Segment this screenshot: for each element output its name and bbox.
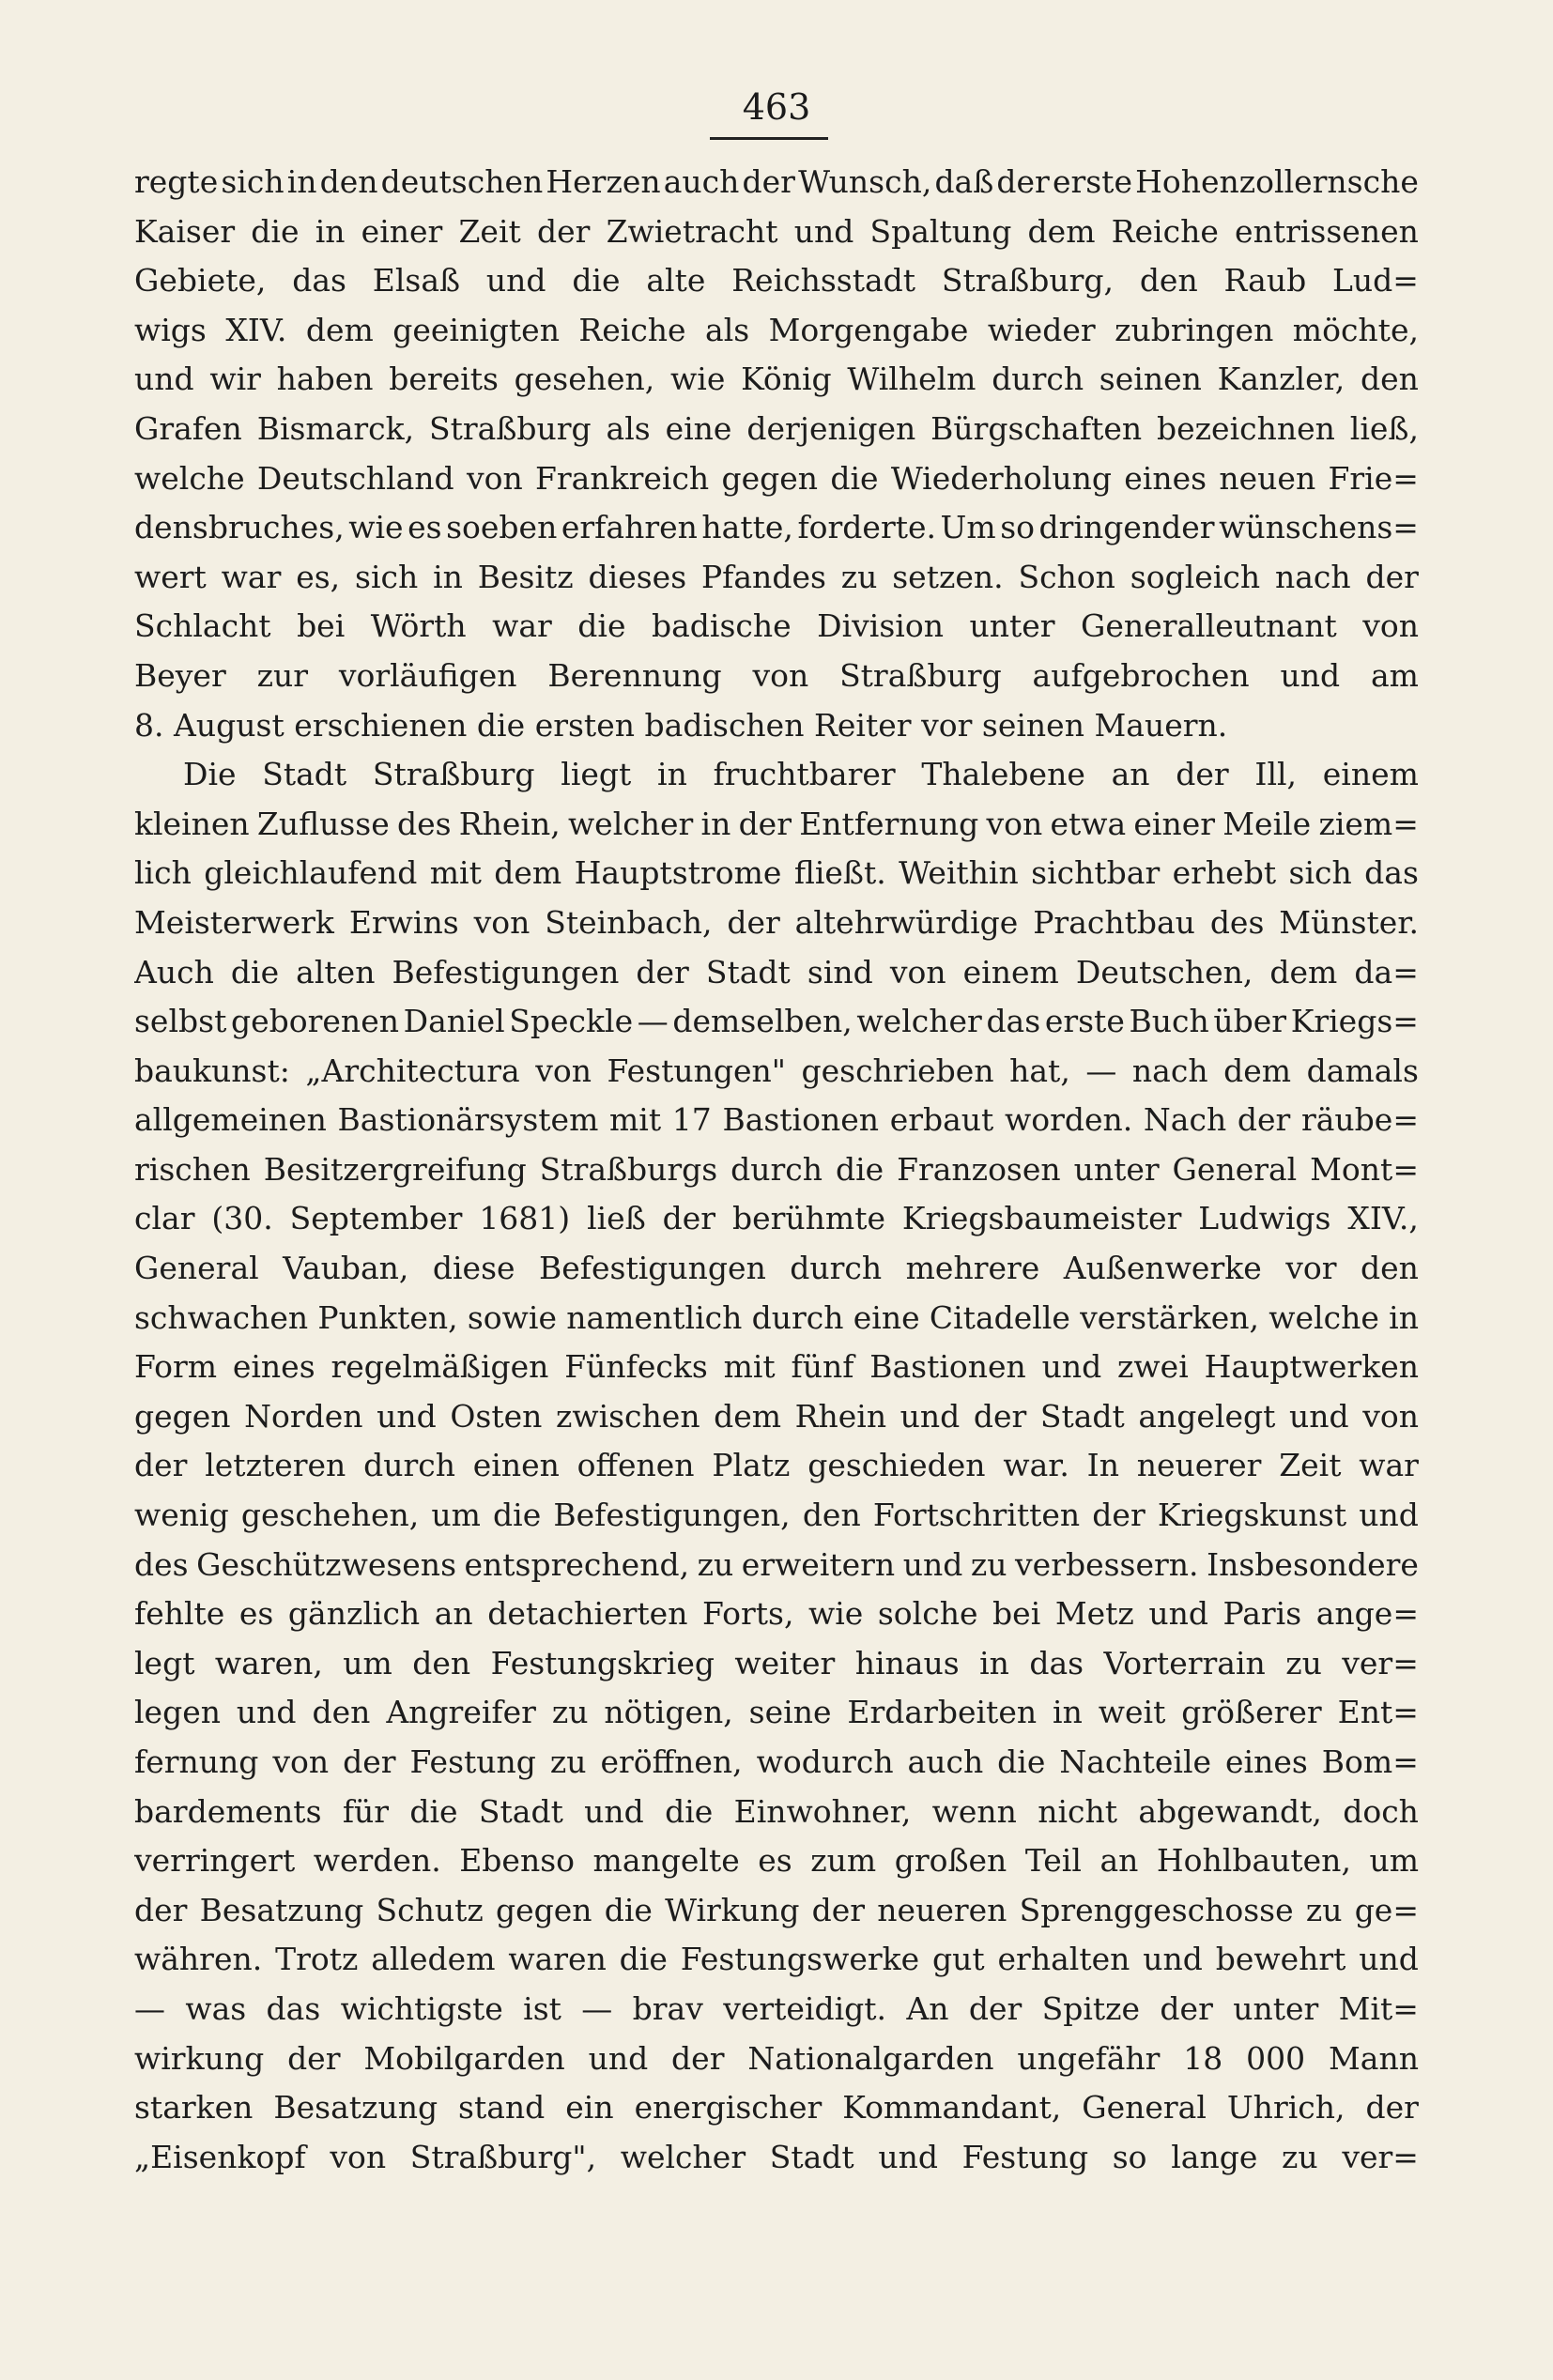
text-line: und wir haben bereits gesehen, wie König Wilhelm durch seinen Kanzler, den <box>134 361 1419 398</box>
text-line: legt waren, um den Festungskrieg weiter hinaus in das Vorterrain zu ver= <box>134 1644 1419 1681</box>
text-line: rischen Besitzergreifung Straßburgs durch die Franzosen unter General Mont= <box>134 1150 1419 1188</box>
text-line: regte sich in den deutschen Herzen auch der Wunsch, daß der erste Hohenzollernsche <box>134 163 1419 200</box>
text-line: wert war es, sich in Besitz dieses Pfandes zu setzen. Schon sogleich nach der <box>134 558 1419 595</box>
text-line: fehlte es gänzlich an detachierten Forts, wie solche bei Metz und Paris ange= <box>134 1595 1419 1633</box>
text-line: Form eines regelmäßigen Fünfecks mit fünf Bastionen und zwei Hauptwerken <box>134 1348 1419 1386</box>
text-line: allgemeinen Bastionärsystem mit 17 Bastionen erbaut worden. Nach der räube= <box>134 1101 1419 1139</box>
text-line: General Vauban, diese Befestigungen durch mehrere Außenwerke vor den <box>134 1250 1419 1287</box>
text-line: 8. August erschienen die ersten badischen Reiter vor seinen Mauern. <box>134 706 1228 744</box>
text-line: clar (30. September 1681) ließ der berühmte Kriegsbaumeister Ludwigs XIV., <box>134 1200 1419 1237</box>
text-line: Auch die alten Befestigungen der Stadt sind von einem Deutschen, dem da= <box>134 953 1419 990</box>
text-line: lich gleichlaufend mit dem Hauptstrome fließt. Weithin sichtbar erhebt sich das <box>134 854 1419 892</box>
text-line: der Besatzung Schutz gegen die Wirkung der neueren Sprenggeschosse zu ge= <box>134 1891 1419 1928</box>
text-line: währen. Trotz alledem waren die Festungswerke gut erhalten und bewehrt und <box>134 1941 1419 1978</box>
text-line: Kaiser die in einer Zeit der Zwietracht und Spaltung dem Reiche entrissenen <box>134 212 1419 250</box>
text-line: Grafen Bismarck, Straßburg als eine derjenigen Bürgschaften bezeichnen ließ, <box>134 409 1419 447</box>
body-text <box>134 158 1419 2182</box>
page-number: 463 <box>742 86 811 128</box>
text-line: bardements für die Stadt und die Einwohner, wenn nicht abgewandt, doch <box>134 1792 1419 1830</box>
text-line: Meisterwerk Erwins von Steinbach, der altehrwürdige Prachtbau des Münster. <box>134 903 1419 941</box>
page-number-rule <box>710 137 828 140</box>
text-line: legen und den Angreifer zu nötigen, seine Erdarbeiten in weit größerer Ent= <box>134 1694 1419 1731</box>
text-line: selbst geborenen Daniel Specklе — demselben, welcher das erste Buch über Kriegs= <box>134 1003 1419 1040</box>
text-line: Gebiete, das Elsaß und die alte Reichsstadt Straßburg, den Raub Lud= <box>134 262 1419 299</box>
text-line: Die Stadt Straßburg liegt in fruchtbarer Thalebene an der Ill, einem <box>183 756 1419 793</box>
text-line: schwachen Punkten, sowie namentlich durch eine Citadelle verstärken, welche in <box>134 1298 1419 1336</box>
text-line: wirkung der Mobilgarden und der Nationalgarden ungefähr 18 000 Mann <box>134 2039 1419 2077</box>
text-line: kleinen Zuflusse des Rhein, welcher in der Entfernung von etwa einer Meile ziem= <box>134 805 1419 842</box>
text-line: Schlacht bei Wörth war die badische Division unter Generalleutnant von <box>134 607 1419 645</box>
text-line: „Eisenkopf von Straßburg", welcher Stadt und Festung so lange zu ver= <box>134 2138 1419 2175</box>
text-line: der letzteren durch einen offenen Platz geschieden war. In neuerer Zeit war <box>134 1447 1419 1484</box>
text-line: — was das wichtigste ist — brav verteidigt. An der Spitze der unter Mit= <box>134 1989 1419 2027</box>
text-line: fernung von der Festung zu eröffnen, wodurch auch die Nachteile eines Bom= <box>134 1743 1419 1780</box>
text-line: wigs XIV. dem geeinigten Reiche als Morgengabe wieder zubringen möchte, <box>134 311 1419 348</box>
text-line: baukunst: „Architectura von Festungen" geschrieben hat, — nach dem damals <box>134 1052 1419 1089</box>
text-line: wenig geschehen, um die Befestigungen, den Fortschritten der Kriegskunst und <box>134 1497 1419 1534</box>
text-line: des Geschützwesens entsprechend, zu erweitern und zu verbessern. Insbesondere <box>134 1545 1419 1583</box>
text-line: verringert werden. Ebenso mangelte es zum großen Teil an Hohlbauten, um <box>134 1842 1419 1880</box>
text-line: starken Besatzung stand ein energischer Kommandant, General Uhrich, der <box>134 2089 1419 2127</box>
text-line: densbruches, wie es soeben erfahren hatte, forderte. Um so dringender wünschens= <box>134 509 1419 546</box>
text-line: gegen Norden und Osten zwischen dem Rhein und der Stadt angelegt und von <box>134 1397 1419 1435</box>
text-line: Beyer zur vorläufigen Berennung von Straßburg aufgebrochen und am <box>134 656 1419 694</box>
text-line: welche Deutschland von Frankreich gegen die Wiederholung eines neuen Frie= <box>134 459 1419 497</box>
